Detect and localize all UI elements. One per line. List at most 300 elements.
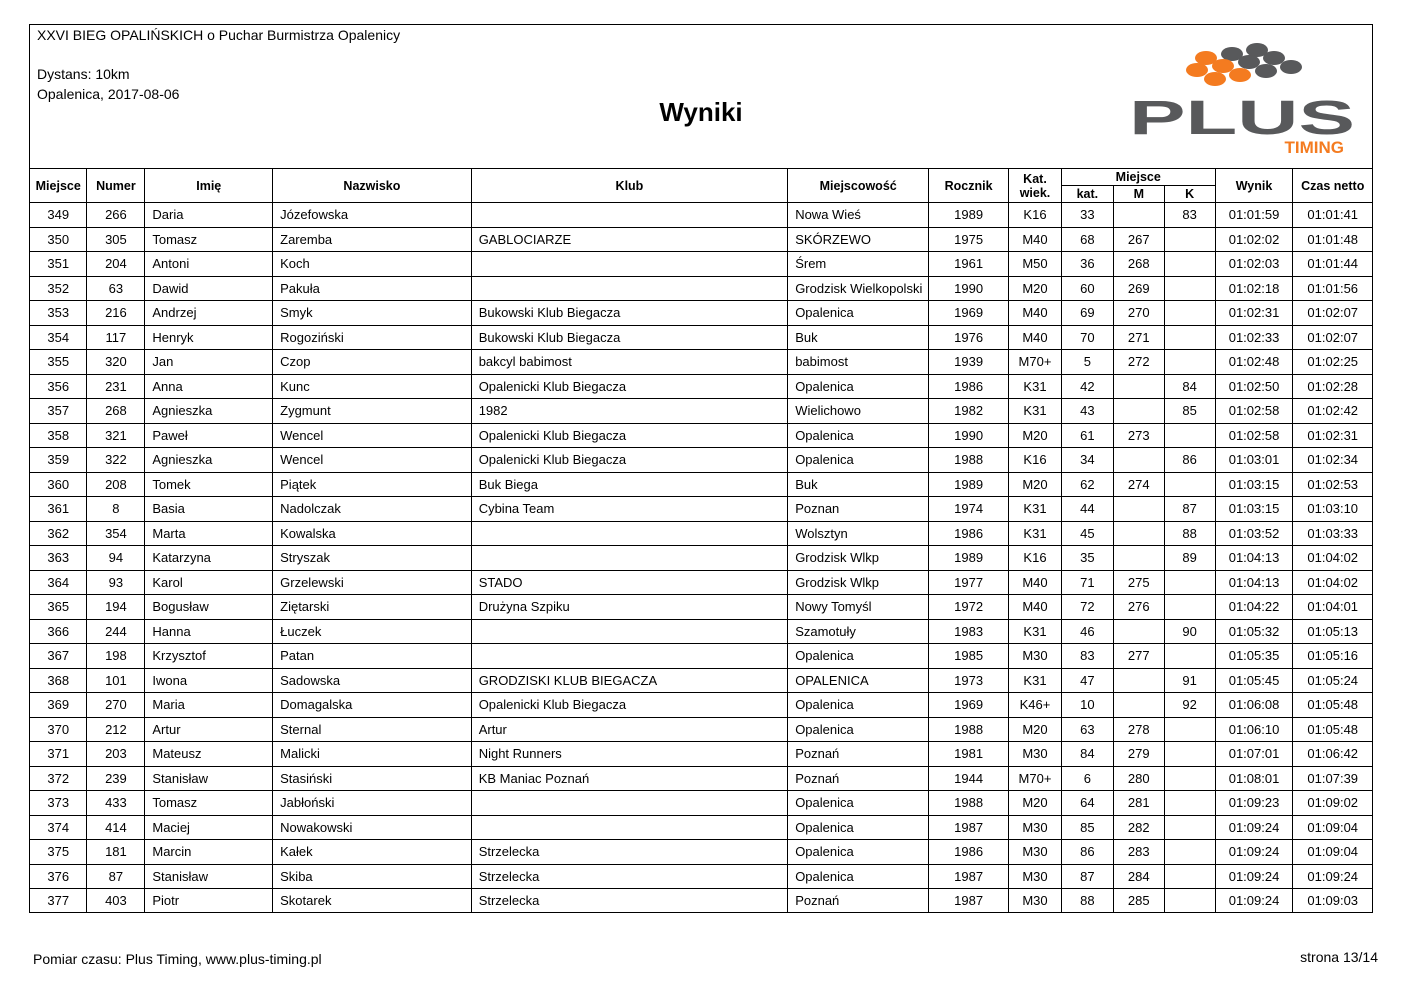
table-row — [30, 203, 1372, 228]
table-row — [30, 227, 1372, 252]
cell-result: 01:02:58 — [1215, 423, 1293, 448]
cell-bib: 239 — [87, 766, 145, 791]
cell-result: 01:09:23 — [1215, 791, 1293, 816]
cell-last-name: Grzelewski — [273, 570, 472, 595]
cell-first-name: Basia — [145, 497, 273, 522]
cell-first-name: Piotr — [145, 889, 273, 913]
cell-bib: 216 — [87, 301, 145, 326]
cell-net-time: 01:09:02 — [1293, 791, 1372, 816]
cell-result: 01:09:24 — [1215, 889, 1293, 913]
cell-place: 361 — [30, 497, 87, 522]
table-row — [30, 864, 1372, 889]
cell-net-time: 01:07:39 — [1293, 766, 1372, 791]
cell-club: KB Maniac Poznań — [471, 766, 788, 791]
cell-birth-year: 1977 — [929, 570, 1009, 595]
cell-city: OPALENICA — [788, 668, 929, 693]
cell-result: 01:02:48 — [1215, 350, 1293, 375]
cell-place-men: 269 — [1113, 276, 1164, 301]
cell-birth-year: 1976 — [929, 325, 1009, 350]
cell-result: 01:04:22 — [1215, 595, 1293, 620]
cell-place-women — [1164, 840, 1215, 865]
cell-result: 01:02:58 — [1215, 399, 1293, 424]
cell-result: 01:02:31 — [1215, 301, 1293, 326]
table-row — [30, 668, 1372, 693]
cell-birth-year: 1989 — [929, 546, 1009, 571]
cell-club — [471, 252, 788, 277]
cell-place-category: 44 — [1061, 497, 1113, 522]
table-row — [30, 742, 1372, 767]
cell-first-name: Jan — [145, 350, 273, 375]
cell-bib: 181 — [87, 840, 145, 865]
cell-bib: 305 — [87, 227, 145, 252]
cell-club: 1982 — [471, 399, 788, 424]
cell-place-category: 68 — [1061, 227, 1113, 252]
cell-last-name: Pakuła — [273, 276, 472, 301]
cell-place-men: 283 — [1113, 840, 1164, 865]
cell-first-name: Artur — [145, 717, 273, 742]
cell-net-time: 01:02:34 — [1293, 448, 1372, 473]
cell-birth-year: 1986 — [929, 521, 1009, 546]
table-row — [30, 521, 1372, 546]
cell-bib: 433 — [87, 791, 145, 816]
cell-age-category: K16 — [1009, 203, 1062, 228]
table-row — [30, 472, 1372, 497]
cell-bib: 212 — [87, 717, 145, 742]
cell-city: Nowa Wieś — [788, 203, 929, 228]
cell-birth-year: 1981 — [929, 742, 1009, 767]
cell-city: Grodzisk Wielkopolski — [788, 276, 929, 301]
cell-place-men: 277 — [1113, 644, 1164, 669]
cell-place: 359 — [30, 448, 87, 473]
cell-place-women: 87 — [1164, 497, 1215, 522]
cell-age-category: M30 — [1009, 742, 1062, 767]
cell-bib: 403 — [87, 889, 145, 913]
cell-place-category: 70 — [1061, 325, 1113, 350]
cell-bib: 204 — [87, 252, 145, 277]
cell-result: 01:03:15 — [1215, 472, 1293, 497]
cell-place-men — [1113, 693, 1164, 718]
cell-place-men — [1113, 668, 1164, 693]
cell-net-time: 01:02:25 — [1293, 350, 1372, 375]
cell-result: 01:02:50 — [1215, 374, 1293, 399]
cell-place-women: 92 — [1164, 693, 1215, 718]
cell-city: Opalenica — [788, 301, 929, 326]
cell-place-women — [1164, 350, 1215, 375]
cell-birth-year: 1987 — [929, 889, 1009, 913]
cell-club: GRODZISKI KLUB BIEGACZA — [471, 668, 788, 693]
cell-place-women — [1164, 252, 1215, 277]
cell-place-men — [1113, 497, 1164, 522]
cell-birth-year: 1974 — [929, 497, 1009, 522]
cell-place-women — [1164, 717, 1215, 742]
cell-result: 01:05:32 — [1215, 619, 1293, 644]
cell-net-time: 01:02:07 — [1293, 325, 1372, 350]
cell-net-time: 01:09:04 — [1293, 815, 1372, 840]
cell-last-name: Sternal — [273, 717, 472, 742]
cell-place-men: 267 — [1113, 227, 1164, 252]
cell-club: Opalenicki Klub Biegacza — [471, 374, 788, 399]
cell-place-men: 284 — [1113, 864, 1164, 889]
cell-result: 01:09:24 — [1215, 840, 1293, 865]
page-number: strona 13/14 — [1300, 949, 1378, 965]
cell-club — [471, 203, 788, 228]
cell-result: 01:05:45 — [1215, 668, 1293, 693]
cell-place-category: 64 — [1061, 791, 1113, 816]
cell-place-women — [1164, 423, 1215, 448]
cell-first-name: Dawid — [145, 276, 273, 301]
cell-place: 352 — [30, 276, 87, 301]
cell-age-category: K31 — [1009, 521, 1062, 546]
cell-last-name: Jabłoński — [273, 791, 472, 816]
cell-city: Buk — [788, 472, 929, 497]
cell-age-category: M40 — [1009, 325, 1062, 350]
cell-place-men: 282 — [1113, 815, 1164, 840]
cell-club: Strzelecka — [471, 889, 788, 913]
cell-place: 374 — [30, 815, 87, 840]
cell-club — [471, 521, 788, 546]
cell-bib: 354 — [87, 521, 145, 546]
cell-birth-year: 1988 — [929, 791, 1009, 816]
cell-city: Opalenica — [788, 374, 929, 399]
table-row — [30, 350, 1372, 375]
cell-city: Opalenica — [788, 791, 929, 816]
cell-age-category: M70+ — [1009, 766, 1062, 791]
cell-net-time: 01:05:24 — [1293, 668, 1372, 693]
table-row — [30, 546, 1372, 571]
cell-place-category: 33 — [1061, 203, 1113, 228]
cell-net-time: 01:04:02 — [1293, 570, 1372, 595]
cell-first-name: Daria — [145, 203, 273, 228]
cell-place-category: 61 — [1061, 423, 1113, 448]
cell-club: Opalenicki Klub Biegacza — [471, 423, 788, 448]
cell-place-women: 89 — [1164, 546, 1215, 571]
cell-place-category: 84 — [1061, 742, 1113, 767]
cell-place-category: 42 — [1061, 374, 1113, 399]
cell-age-category: M40 — [1009, 595, 1062, 620]
cell-bib: 268 — [87, 399, 145, 424]
cell-place: 363 — [30, 546, 87, 571]
cell-city: Opalenica — [788, 644, 929, 669]
cell-club — [471, 619, 788, 644]
cell-birth-year: 1969 — [929, 301, 1009, 326]
cell-city: Poznań — [788, 766, 929, 791]
cell-bib: 320 — [87, 350, 145, 375]
cell-age-category: K31 — [1009, 619, 1062, 644]
cell-birth-year: 1944 — [929, 766, 1009, 791]
cell-place-men — [1113, 521, 1164, 546]
cell-first-name: Antoni — [145, 252, 273, 277]
cell-place: 365 — [30, 595, 87, 620]
cell-club: GABLOCIARZE — [471, 227, 788, 252]
cell-place-women: 91 — [1164, 668, 1215, 693]
cell-place-men: 270 — [1113, 301, 1164, 326]
cell-birth-year: 1988 — [929, 448, 1009, 473]
cell-place-men: 276 — [1113, 595, 1164, 620]
table-row — [30, 570, 1372, 595]
table-row — [30, 301, 1372, 326]
cell-place-men: 275 — [1113, 570, 1164, 595]
cell-place-category: 5 — [1061, 350, 1113, 375]
cell-age-category: K31 — [1009, 668, 1062, 693]
cell-place-men — [1113, 399, 1164, 424]
cell-place-women: 85 — [1164, 399, 1215, 424]
cell-last-name: Kowalska — [273, 521, 472, 546]
cell-bib: 266 — [87, 203, 145, 228]
cell-first-name: Tomek — [145, 472, 273, 497]
cell-place-men: 273 — [1113, 423, 1164, 448]
cell-bib: 87 — [87, 864, 145, 889]
cell-net-time: 01:05:16 — [1293, 644, 1372, 669]
cell-place: 370 — [30, 717, 87, 742]
cell-birth-year: 1973 — [929, 668, 1009, 693]
cell-place-category: 34 — [1061, 448, 1113, 473]
cell-place-category: 69 — [1061, 301, 1113, 326]
timing-credit: Pomiar czasu: Plus Timing, www.plus-timing.pl — [33, 951, 322, 967]
table-row — [30, 840, 1372, 865]
results-page-frame — [29, 24, 1373, 913]
cell-place-category: 85 — [1061, 815, 1113, 840]
cell-place-category: 87 — [1061, 864, 1113, 889]
event-name: XXVI BIEG OPALIŃSKICH o Puchar Burmistrza Opalenicy — [37, 27, 401, 43]
cell-place-men: 278 — [1113, 717, 1164, 742]
cell-result: 01:04:13 — [1215, 570, 1293, 595]
cell-place-men: 272 — [1113, 350, 1164, 375]
cell-place-men — [1113, 374, 1164, 399]
table-row — [30, 252, 1372, 277]
col-wynik: Wynik — [1215, 169, 1293, 203]
cell-last-name: Skotarek — [273, 889, 472, 913]
cell-bib: 244 — [87, 619, 145, 644]
cell-place-women: 83 — [1164, 203, 1215, 228]
cell-place-men: 274 — [1113, 472, 1164, 497]
cell-birth-year: 1975 — [929, 227, 1009, 252]
table-row — [30, 448, 1372, 473]
cell-place: 360 — [30, 472, 87, 497]
cell-first-name: Marta — [145, 521, 273, 546]
cell-last-name: Sadowska — [273, 668, 472, 693]
cell-age-category: M30 — [1009, 815, 1062, 840]
cell-place-women — [1164, 325, 1215, 350]
cell-place: 355 — [30, 350, 87, 375]
cell-place-category: 62 — [1061, 472, 1113, 497]
cell-place: 353 — [30, 301, 87, 326]
cell-age-category: M40 — [1009, 227, 1062, 252]
cell-place-women — [1164, 766, 1215, 791]
cell-result: 01:09:24 — [1215, 815, 1293, 840]
cell-bib: 203 — [87, 742, 145, 767]
cell-first-name: Anna — [145, 374, 273, 399]
cell-result: 01:07:01 — [1215, 742, 1293, 767]
cell-birth-year: 1990 — [929, 423, 1009, 448]
cell-bib: 321 — [87, 423, 145, 448]
cell-bib: 93 — [87, 570, 145, 595]
cell-bib: 101 — [87, 668, 145, 693]
cell-last-name: Józefowska — [273, 203, 472, 228]
cell-place: 354 — [30, 325, 87, 350]
cell-first-name: Bogusław — [145, 595, 273, 620]
cell-place-women: 84 — [1164, 374, 1215, 399]
table-row — [30, 644, 1372, 669]
cell-place-women — [1164, 815, 1215, 840]
cell-last-name: Stasiński — [273, 766, 472, 791]
cell-city: Nowy Tomyśl — [788, 595, 929, 620]
cell-place-women — [1164, 276, 1215, 301]
cell-place-men: 280 — [1113, 766, 1164, 791]
cell-place-category: 35 — [1061, 546, 1113, 571]
cell-net-time: 01:01:56 — [1293, 276, 1372, 301]
cell-place-category: 46 — [1061, 619, 1113, 644]
cell-result: 01:02:02 — [1215, 227, 1293, 252]
cell-result: 01:06:10 — [1215, 717, 1293, 742]
cell-result: 01:03:15 — [1215, 497, 1293, 522]
cell-club: Buk Biega — [471, 472, 788, 497]
cell-age-category: K31 — [1009, 374, 1062, 399]
cell-bib: 194 — [87, 595, 145, 620]
cell-club: Strzelecka — [471, 840, 788, 865]
cell-place-men: 279 — [1113, 742, 1164, 767]
logo-text-sub: TIMING — [1284, 138, 1344, 155]
cell-bib: 117 — [87, 325, 145, 350]
table-row — [30, 791, 1372, 816]
cell-first-name: Andrzej — [145, 301, 273, 326]
cell-city: Opalenica — [788, 423, 929, 448]
cell-club: Artur — [471, 717, 788, 742]
cell-bib: 270 — [87, 693, 145, 718]
cell-place-category: 88 — [1061, 889, 1113, 913]
cell-club: Night Runners — [471, 742, 788, 767]
cell-result: 01:02:03 — [1215, 252, 1293, 277]
cell-place-category: 60 — [1061, 276, 1113, 301]
cell-result: 01:01:59 — [1215, 203, 1293, 228]
cell-birth-year: 1985 — [929, 644, 1009, 669]
cell-birth-year: 1990 — [929, 276, 1009, 301]
cell-last-name: Rogoziński — [273, 325, 472, 350]
cell-last-name: Domagalska — [273, 693, 472, 718]
table-row — [30, 276, 1372, 301]
cell-birth-year: 1989 — [929, 472, 1009, 497]
cell-place: 367 — [30, 644, 87, 669]
cell-place-category: 36 — [1061, 252, 1113, 277]
col-klub: Klub — [471, 169, 788, 203]
cell-last-name: Zygmunt — [273, 399, 472, 424]
cell-net-time: 01:01:44 — [1293, 252, 1372, 277]
cell-first-name: Paweł — [145, 423, 273, 448]
cell-place-women — [1164, 595, 1215, 620]
cell-place: 356 — [30, 374, 87, 399]
cell-place: 368 — [30, 668, 87, 693]
cell-place-category: 83 — [1061, 644, 1113, 669]
table-row — [30, 399, 1372, 424]
cell-first-name: Stanisław — [145, 766, 273, 791]
cell-first-name: Hanna — [145, 619, 273, 644]
cell-last-name: Nowakowski — [273, 815, 472, 840]
cell-place-category: 71 — [1061, 570, 1113, 595]
cell-age-category: M20 — [1009, 791, 1062, 816]
plus-timing-logo — [1124, 39, 1360, 155]
col-sub-m: M — [1113, 186, 1164, 203]
cell-net-time: 01:05:13 — [1293, 619, 1372, 644]
cell-net-time: 01:01:48 — [1293, 227, 1372, 252]
cell-age-category: M30 — [1009, 644, 1062, 669]
cell-age-category: M30 — [1009, 840, 1062, 865]
cell-net-time: 01:02:53 — [1293, 472, 1372, 497]
col-czas-netto: Czas netto — [1293, 169, 1372, 203]
cell-first-name: Agnieszka — [145, 448, 273, 473]
cell-place-men — [1113, 619, 1164, 644]
cell-place-category: 45 — [1061, 521, 1113, 546]
table-row — [30, 815, 1372, 840]
cell-club: Cybina Team — [471, 497, 788, 522]
cell-birth-year: 1989 — [929, 203, 1009, 228]
cell-city: Buk — [788, 325, 929, 350]
cell-city: Wolsztyn — [788, 521, 929, 546]
cell-place-men — [1113, 546, 1164, 571]
cell-result: 01:09:24 — [1215, 864, 1293, 889]
table-row — [30, 423, 1372, 448]
page-header — [30, 25, 1372, 169]
cell-last-name: Nadolczak — [273, 497, 472, 522]
table-row — [30, 766, 1372, 791]
cell-city: babimost — [788, 350, 929, 375]
cell-place: 373 — [30, 791, 87, 816]
cell-net-time: 01:06:42 — [1293, 742, 1372, 767]
results-table — [30, 169, 1372, 913]
cell-club: STADO — [471, 570, 788, 595]
cell-last-name: Smyk — [273, 301, 472, 326]
cell-place-men: 285 — [1113, 889, 1164, 913]
cell-place: 364 — [30, 570, 87, 595]
col-kat-wiek: Kat. wiek. — [1009, 169, 1062, 203]
cell-place: 375 — [30, 840, 87, 865]
cell-first-name: Maciej — [145, 815, 273, 840]
cell-age-category: K46+ — [1009, 693, 1062, 718]
cell-city: Grodzisk Wlkp — [788, 570, 929, 595]
cell-club: Bukowski Klub Biegacza — [471, 301, 788, 326]
cell-result: 01:03:01 — [1215, 448, 1293, 473]
cell-age-category: M20 — [1009, 472, 1062, 497]
cell-result: 01:04:13 — [1215, 546, 1293, 571]
cell-place-category: 6 — [1061, 766, 1113, 791]
table-row — [30, 889, 1372, 913]
cell-net-time: 01:02:07 — [1293, 301, 1372, 326]
cell-last-name: Stryszak — [273, 546, 472, 571]
cell-birth-year: 1987 — [929, 815, 1009, 840]
cell-age-category: M40 — [1009, 570, 1062, 595]
cell-place: 366 — [30, 619, 87, 644]
cell-place: 372 — [30, 766, 87, 791]
table-row — [30, 693, 1372, 718]
cell-age-category: M70+ — [1009, 350, 1062, 375]
cell-age-category: K16 — [1009, 448, 1062, 473]
cell-place-women: 86 — [1164, 448, 1215, 473]
cell-place-women — [1164, 864, 1215, 889]
cell-net-time: 01:09:04 — [1293, 840, 1372, 865]
cell-last-name: Patan — [273, 644, 472, 669]
col-rocznik: Rocznik — [929, 169, 1009, 203]
cell-club: Strzelecka — [471, 864, 788, 889]
cell-first-name: Krzysztof — [145, 644, 273, 669]
cell-place-women — [1164, 301, 1215, 326]
cell-first-name: Stanisław — [145, 864, 273, 889]
cell-result: 01:05:35 — [1215, 644, 1293, 669]
cell-birth-year: 1982 — [929, 399, 1009, 424]
cell-city: Opalenica — [788, 815, 929, 840]
cell-net-time: 01:02:42 — [1293, 399, 1372, 424]
cell-net-time: 01:01:41 — [1293, 203, 1372, 228]
cell-age-category: M30 — [1009, 864, 1062, 889]
col-miejsce-group: Miejsce — [1061, 169, 1215, 186]
table-row — [30, 717, 1372, 742]
